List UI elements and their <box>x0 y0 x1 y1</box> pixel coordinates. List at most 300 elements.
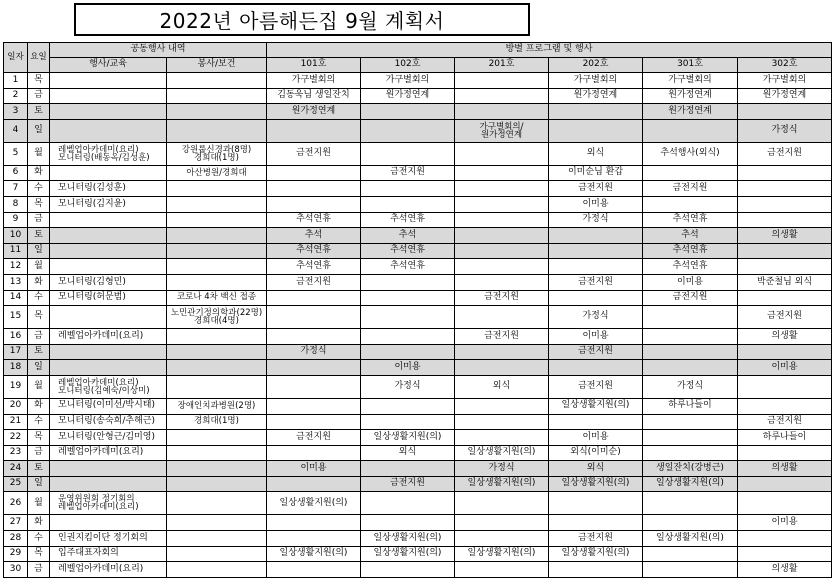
room-202-cell: 일상생활지원(의) <box>549 398 643 414</box>
day-cell: 2 <box>4 88 28 104</box>
service-cell <box>167 461 267 477</box>
day-cell: 27 <box>4 515 28 531</box>
table-row <box>4 515 832 531</box>
header-room-102: 102호 <box>361 58 455 73</box>
room-301-cell <box>643 306 738 329</box>
header-room-302: 302호 <box>738 58 832 73</box>
weekday-cell: 토 <box>28 461 50 477</box>
header-row-1 <box>4 43 832 58</box>
room-201-cell <box>455 414 549 430</box>
table-row <box>4 476 832 492</box>
room-202-cell: 외식(이미순) <box>549 445 643 461</box>
room-302-cell <box>738 181 832 197</box>
table-row <box>4 88 832 104</box>
room-101-cell <box>267 165 361 181</box>
service-cell <box>167 181 267 197</box>
room-301-cell <box>643 196 738 212</box>
room-301-cell: 금전지원 <box>643 181 738 197</box>
room-202-cell: 금전지원 <box>549 274 643 290</box>
event-edu-cell <box>50 228 167 244</box>
room-302-cell: 금전지원 <box>738 142 832 165</box>
weekday-cell: 월 <box>28 492 50 515</box>
room-202-cell <box>549 290 643 306</box>
table-row <box>4 274 832 290</box>
room-302-cell <box>738 243 832 259</box>
room-102-cell <box>361 290 455 306</box>
day-cell: 6 <box>4 165 28 181</box>
weekday-cell: 화 <box>28 515 50 531</box>
room-202-cell <box>549 119 643 142</box>
room-101-cell: 추석연휴 <box>267 259 361 275</box>
event-edu-cell <box>50 243 167 259</box>
weekday-cell: 금 <box>28 445 50 461</box>
room-302-cell: 의생활 <box>738 461 832 477</box>
service-cell <box>167 430 267 446</box>
room-202-cell: 외식 <box>549 142 643 165</box>
table-row <box>4 212 832 228</box>
room-302-cell <box>738 492 832 515</box>
room-201-cell <box>455 73 549 89</box>
service-cell <box>167 73 267 89</box>
day-cell: 10 <box>4 228 28 244</box>
room-102-cell: 일상생활지원(의) <box>361 546 455 562</box>
event-edu-cell <box>50 461 167 477</box>
weekday-cell: 일 <box>28 119 50 142</box>
room-202-cell <box>549 515 643 531</box>
table-row <box>4 445 832 461</box>
room-201-cell <box>455 430 549 446</box>
room-301-cell: 추석연휴 <box>643 243 738 259</box>
table-row <box>4 104 832 120</box>
table-row <box>4 73 832 89</box>
weekday-cell: 금 <box>28 212 50 228</box>
service-cell <box>167 196 267 212</box>
room-201-cell: 일상생활지원(의) <box>455 445 549 461</box>
weekday-cell: 목 <box>28 196 50 212</box>
table-row <box>4 430 832 446</box>
room-201-cell <box>455 306 549 329</box>
room-201-cell: 외식 <box>455 375 549 398</box>
service-cell <box>167 274 267 290</box>
room-102-cell: 추석 <box>361 228 455 244</box>
room-102-cell <box>361 196 455 212</box>
table-row <box>4 259 832 275</box>
room-102-cell <box>361 104 455 120</box>
header-day: 일자 <box>4 43 28 73</box>
header-weekday: 요일 <box>28 43 50 73</box>
service-cell: 아산병원/경희대 <box>167 165 267 181</box>
room-102-cell <box>361 461 455 477</box>
day-cell: 1 <box>4 73 28 89</box>
weekday-cell: 토 <box>28 104 50 120</box>
event-edu-cell <box>50 73 167 89</box>
room-202-cell: 일상생활지원(의) <box>549 546 643 562</box>
weekday-cell: 월 <box>28 142 50 165</box>
weekday-cell: 월 <box>28 375 50 398</box>
weekday-cell: 화 <box>28 165 50 181</box>
event-edu-cell <box>50 212 167 228</box>
room-102-cell <box>361 562 455 578</box>
room-101-cell: 이미용 <box>267 461 361 477</box>
room-301-cell: 원가정연계 <box>643 88 738 104</box>
room-302-cell <box>738 165 832 181</box>
room-101-cell <box>267 360 361 376</box>
day-cell: 20 <box>4 398 28 414</box>
room-101-cell: 일상생활지원(의) <box>267 492 361 515</box>
event-edu-cell: 모니터링(김지윤) <box>50 196 167 212</box>
room-102-cell: 원가정연계 <box>361 88 455 104</box>
service-cell <box>167 531 267 547</box>
room-102-cell <box>361 344 455 360</box>
room-201-cell <box>455 104 549 120</box>
room-301-cell: 가정식 <box>643 375 738 398</box>
event-edu-cell: 모니터링(허문범) <box>50 290 167 306</box>
room-101-cell: 추석연휴 <box>267 212 361 228</box>
room-202-cell <box>549 562 643 578</box>
room-202-cell <box>549 243 643 259</box>
room-101-cell: 추석연휴 <box>267 243 361 259</box>
room-101-cell <box>267 531 361 547</box>
table-row <box>4 414 832 430</box>
service-cell <box>167 88 267 104</box>
event-edu-cell: 레벨업아카데미(요리) 모니터링(김예숙/이상미) <box>50 375 167 398</box>
room-202-cell: 가정식 <box>549 212 643 228</box>
room-202-cell: 금전지원 <box>549 531 643 547</box>
room-102-cell: 추석연휴 <box>361 243 455 259</box>
room-302-cell: 가구별회의 <box>738 73 832 89</box>
day-cell: 26 <box>4 492 28 515</box>
room-202-cell: 이미용 <box>549 430 643 446</box>
room-301-cell: 금전지원 <box>643 290 738 306</box>
room-102-cell: 가정식 <box>361 375 455 398</box>
service-cell <box>167 243 267 259</box>
header-event-edu: 행사/교육 <box>50 58 167 73</box>
day-cell: 5 <box>4 142 28 165</box>
room-101-cell: 추석 <box>267 228 361 244</box>
room-202-cell: 금전지원 <box>549 375 643 398</box>
header-room-301: 301호 <box>643 58 738 73</box>
room-301-cell <box>643 562 738 578</box>
service-cell <box>167 259 267 275</box>
room-301-cell: 일상생활지원(의) <box>643 476 738 492</box>
room-101-cell: 가정식 <box>267 344 361 360</box>
event-edu-cell <box>50 88 167 104</box>
day-cell: 3 <box>4 104 28 120</box>
event-edu-cell: 모니터링(송숙희/추해근) <box>50 414 167 430</box>
room-202-cell: 가정식 <box>549 306 643 329</box>
service-cell: 장애인치과병원(2명) <box>167 398 267 414</box>
room-202-cell <box>549 360 643 376</box>
room-101-cell: 금전지원 <box>267 142 361 165</box>
room-202-cell: 이미용 <box>549 196 643 212</box>
room-301-cell <box>643 344 738 360</box>
room-102-cell <box>361 181 455 197</box>
service-cell <box>167 119 267 142</box>
room-101-cell: 금전지원 <box>267 274 361 290</box>
room-302-cell: 의생활 <box>738 562 832 578</box>
day-cell: 30 <box>4 562 28 578</box>
room-302-cell: 하루나들이 <box>738 430 832 446</box>
room-301-cell <box>643 165 738 181</box>
header-service: 봉사/보건 <box>167 58 267 73</box>
day-cell: 19 <box>4 375 28 398</box>
room-101-cell <box>267 290 361 306</box>
room-202-cell <box>549 492 643 515</box>
weekday-cell: 월 <box>28 259 50 275</box>
table-row <box>4 398 832 414</box>
day-cell: 21 <box>4 414 28 430</box>
room-101-cell <box>267 476 361 492</box>
event-edu-cell <box>50 476 167 492</box>
day-cell: 12 <box>4 259 28 275</box>
room-201-cell <box>455 492 549 515</box>
header-common: 공동행사 내역 <box>50 43 267 58</box>
event-edu-cell <box>50 515 167 531</box>
room-201-cell <box>455 515 549 531</box>
weekday-cell: 화 <box>28 398 50 414</box>
weekday-cell: 목 <box>28 430 50 446</box>
room-301-cell: 생일잔치(강병근) <box>643 461 738 477</box>
table-row <box>4 531 832 547</box>
room-101-cell <box>267 119 361 142</box>
room-301-cell <box>643 445 738 461</box>
room-302-cell <box>738 445 832 461</box>
room-201-cell: 금전지원 <box>455 290 549 306</box>
table-row <box>4 329 832 345</box>
event-edu-cell <box>50 119 167 142</box>
event-edu-cell <box>50 104 167 120</box>
table-row <box>4 142 832 165</box>
room-301-cell <box>643 329 738 345</box>
room-102-cell <box>361 492 455 515</box>
weekday-cell: 금 <box>28 562 50 578</box>
room-301-cell: 추석행사(외식) <box>643 142 738 165</box>
weekday-cell: 목 <box>28 306 50 329</box>
weekday-cell: 일 <box>28 243 50 259</box>
room-101-cell: 원가정연계 <box>267 104 361 120</box>
event-edu-cell: 운영위원회 정기회의 레벨업아카데미(요리) <box>50 492 167 515</box>
room-102-cell <box>361 306 455 329</box>
room-101-cell <box>267 398 361 414</box>
room-301-cell <box>643 515 738 531</box>
table-row <box>4 243 832 259</box>
room-201-cell <box>455 181 549 197</box>
room-201-cell <box>455 398 549 414</box>
room-101-cell <box>267 329 361 345</box>
service-cell <box>167 492 267 515</box>
room-302-cell: 의생활 <box>738 228 832 244</box>
room-302-cell: 가정식 <box>738 119 832 142</box>
service-cell <box>167 445 267 461</box>
room-301-cell: 이미용 <box>643 274 738 290</box>
day-cell: 22 <box>4 430 28 446</box>
room-302-cell: 원가정연계 <box>738 88 832 104</box>
room-302-cell: 의생활 <box>738 329 832 345</box>
event-edu-cell: 인권지킴이단 정기회의 <box>50 531 167 547</box>
room-101-cell <box>267 181 361 197</box>
room-101-cell <box>267 515 361 531</box>
weekday-cell: 수 <box>28 531 50 547</box>
header-room-201: 201호 <box>455 58 549 73</box>
room-202-cell: 가구별회의 <box>549 73 643 89</box>
room-302-cell <box>738 196 832 212</box>
room-201-cell: 가정식 <box>455 461 549 477</box>
room-301-cell <box>643 414 738 430</box>
room-302-cell <box>738 375 832 398</box>
table-row <box>4 306 832 329</box>
room-202-cell <box>549 259 643 275</box>
day-cell: 28 <box>4 531 28 547</box>
room-201-cell <box>455 274 549 290</box>
room-301-cell <box>643 360 738 376</box>
room-102-cell: 이미용 <box>361 360 455 376</box>
day-cell: 29 <box>4 546 28 562</box>
room-302-cell <box>738 259 832 275</box>
room-201-cell <box>455 212 549 228</box>
room-102-cell: 추석연휴 <box>361 259 455 275</box>
weekday-cell: 수 <box>28 414 50 430</box>
header-room-202: 202호 <box>549 58 643 73</box>
room-202-cell <box>549 228 643 244</box>
table-row <box>4 492 832 515</box>
room-201-cell: 일상생활지원(의) <box>455 476 549 492</box>
weekday-cell: 토 <box>28 344 50 360</box>
event-edu-cell: 레벨업아카데미(요리) 모니터링(배동옥/김성훈) <box>50 142 167 165</box>
room-301-cell: 추석 <box>643 228 738 244</box>
weekday-cell: 목 <box>28 73 50 89</box>
day-cell: 15 <box>4 306 28 329</box>
event-edu-cell <box>50 306 167 329</box>
room-302-cell: 금전지원 <box>738 306 832 329</box>
room-101-cell: 가구별회의 <box>267 73 361 89</box>
day-cell: 17 <box>4 344 28 360</box>
room-101-cell <box>267 414 361 430</box>
table-row <box>4 461 832 477</box>
room-102-cell: 추석연휴 <box>361 212 455 228</box>
room-201-cell <box>455 228 549 244</box>
room-301-cell: 하루나들이 <box>643 398 738 414</box>
weekday-cell: 일 <box>28 360 50 376</box>
room-102-cell: 일상생활지원(의) <box>361 430 455 446</box>
room-101-cell <box>267 445 361 461</box>
service-cell: 경희대(1명) <box>167 414 267 430</box>
event-edu-cell <box>50 360 167 376</box>
room-201-cell <box>455 196 549 212</box>
table-row <box>4 181 832 197</box>
room-301-cell <box>643 492 738 515</box>
table-row <box>4 290 832 306</box>
room-102-cell <box>361 398 455 414</box>
room-101-cell <box>267 375 361 398</box>
weekday-cell: 일 <box>28 476 50 492</box>
event-edu-cell: 레벨업아카데미(요리) <box>50 329 167 345</box>
room-102-cell <box>361 274 455 290</box>
header-room-101: 101호 <box>267 58 361 73</box>
room-302-cell: 박준철님 외식 <box>738 274 832 290</box>
room-202-cell: 금전지원 <box>549 344 643 360</box>
room-201-cell: 일상생활지원(의) <box>455 546 549 562</box>
service-cell: 노민관기정의학과(22명) 경희대(4명) <box>167 306 267 329</box>
room-101-cell: 금전지원 <box>267 430 361 446</box>
room-202-cell: 외식 <box>549 461 643 477</box>
weekday-cell: 목 <box>28 546 50 562</box>
room-101-cell: 김동욱님 생일잔치 <box>267 88 361 104</box>
room-301-cell: 추석연휴 <box>643 259 738 275</box>
room-202-cell: 금전지원 <box>549 181 643 197</box>
day-cell: 13 <box>4 274 28 290</box>
weekday-cell: 금 <box>28 329 50 345</box>
table-row <box>4 119 832 142</box>
document-title: 2022년 아름해든집 9월 계획서 <box>74 3 530 36</box>
table-row <box>4 562 832 578</box>
room-102-cell <box>361 515 455 531</box>
service-cell <box>167 212 267 228</box>
room-301-cell: 추석연휴 <box>643 212 738 228</box>
room-102-cell: 가구별회의 <box>361 73 455 89</box>
room-301-cell <box>643 119 738 142</box>
room-201-cell <box>455 142 549 165</box>
room-201-cell: 금전지원 <box>455 329 549 345</box>
room-302-cell <box>738 344 832 360</box>
header-program: 방별 프로그램 및 행사 <box>267 43 832 58</box>
room-201-cell <box>455 243 549 259</box>
weekday-cell: 수 <box>28 181 50 197</box>
room-302-cell <box>738 476 832 492</box>
day-cell: 23 <box>4 445 28 461</box>
event-edu-cell: 레벨업아카데미(요리) <box>50 445 167 461</box>
service-cell <box>167 104 267 120</box>
event-edu-cell: 모니터링(김성훈) <box>50 181 167 197</box>
day-cell: 25 <box>4 476 28 492</box>
room-102-cell: 금전지원 <box>361 476 455 492</box>
table-row <box>4 228 832 244</box>
room-201-cell <box>455 344 549 360</box>
room-302-cell: 이미용 <box>738 515 832 531</box>
service-cell <box>167 515 267 531</box>
room-201-cell <box>455 165 549 181</box>
room-201-cell <box>455 562 549 578</box>
event-edu-cell: 입주대표자회의 <box>50 546 167 562</box>
room-302-cell: 금전지원 <box>738 414 832 430</box>
event-edu-cell: 모니터링(이미선/박시태) <box>50 398 167 414</box>
room-302-cell <box>738 398 832 414</box>
room-102-cell: 외식 <box>361 445 455 461</box>
room-102-cell <box>361 142 455 165</box>
day-cell: 18 <box>4 360 28 376</box>
room-201-cell <box>455 531 549 547</box>
room-302-cell <box>738 104 832 120</box>
room-102-cell <box>361 119 455 142</box>
weekday-cell: 수 <box>28 290 50 306</box>
schedule-table <box>3 42 832 578</box>
room-202-cell: 이미용 <box>549 329 643 345</box>
service-cell <box>167 562 267 578</box>
room-102-cell: 일상생활지원(의) <box>361 531 455 547</box>
room-101-cell <box>267 196 361 212</box>
room-201-cell <box>455 360 549 376</box>
service-cell <box>167 375 267 398</box>
room-301-cell: 원가정연계 <box>643 104 738 120</box>
day-cell: 7 <box>4 181 28 197</box>
room-201-cell: 가구별회의/ 원가정연계 <box>455 119 549 142</box>
day-cell: 4 <box>4 119 28 142</box>
room-301-cell <box>643 430 738 446</box>
table-row <box>4 375 832 398</box>
room-101-cell: 일상생활지원(의) <box>267 546 361 562</box>
room-202-cell <box>549 414 643 430</box>
day-cell: 24 <box>4 461 28 477</box>
event-edu-cell: 모니터링(안형근/김미영) <box>50 430 167 446</box>
